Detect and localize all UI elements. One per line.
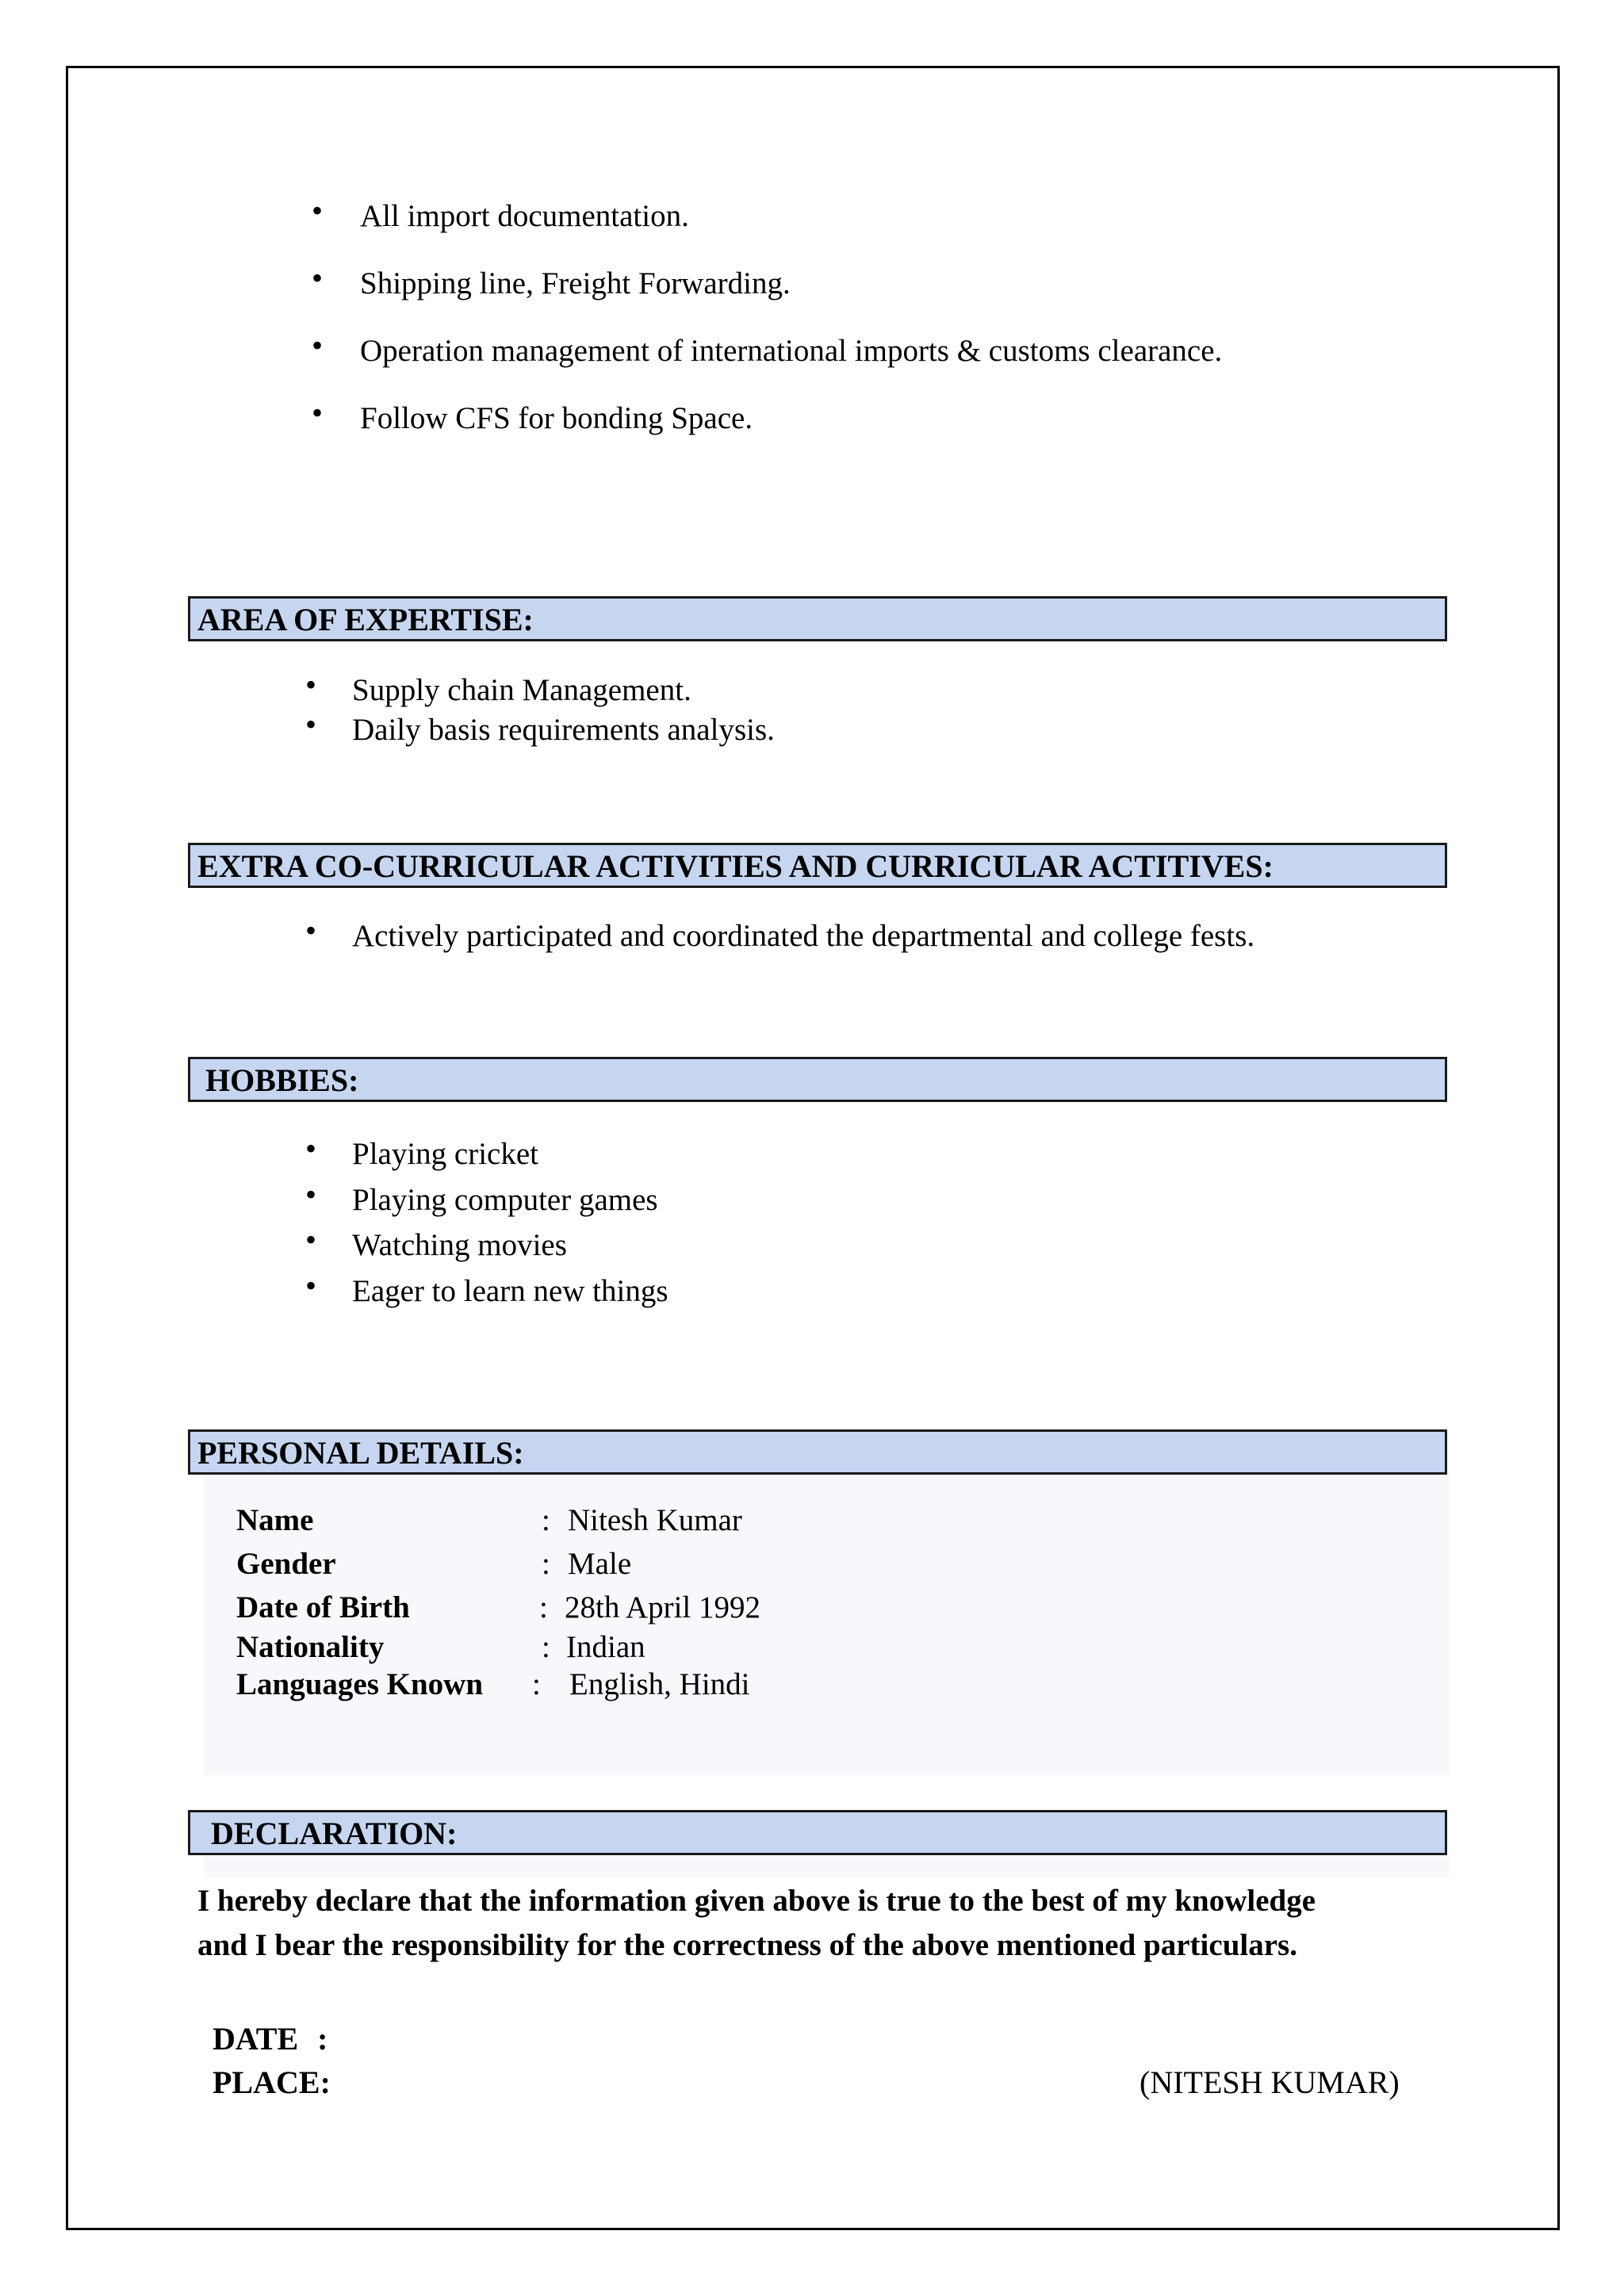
signatory-name: (NITESH KUMAR) [1139, 2064, 1400, 2100]
field-value: Indian [566, 1630, 645, 1664]
bullet-icon: • [312, 260, 324, 296]
section-title: DECLARATION: [211, 1816, 458, 1851]
section-header-activities [188, 843, 1447, 888]
bullet-icon: • [305, 1268, 317, 1303]
field-label: Nationality [236, 1630, 385, 1664]
section-header-expertise [188, 596, 1447, 641]
bullet-icon: • [312, 395, 324, 430]
declaration-line: I hereby declare that the information given above is true to the best of my knowledge [197, 1884, 1316, 1918]
bullet-icon: • [305, 1131, 317, 1166]
bullet-icon: • [305, 1222, 317, 1257]
section-header-declaration [188, 1810, 1447, 1855]
section-header-personal [188, 1429, 1447, 1475]
bullet-icon: • [305, 667, 317, 702]
field-value: Nitesh Kumar [568, 1503, 742, 1537]
date-label: DATE : [213, 2021, 328, 2057]
bullet-icon: • [305, 913, 317, 948]
declaration-text [197, 1879, 1434, 1968]
field-separator: : [542, 1630, 550, 1664]
bullet-icon: • [312, 327, 324, 363]
declaration-line: and I bear the responsibility for the correctness of the above mentioned particulars. [197, 1928, 1297, 1962]
bullet-icon: • [312, 193, 324, 228]
field-separator: : [539, 1590, 548, 1624]
bullet-icon: • [305, 1177, 317, 1212]
section-title: AREA OF EXPERTISE: [197, 602, 534, 637]
field-value: English, Hindi [569, 1667, 750, 1701]
section-title: PERSONAL DETAILS: [197, 1435, 524, 1471]
bullet-icon: • [305, 706, 317, 742]
field-separator: : [542, 1503, 550, 1537]
field-value: Male [568, 1547, 632, 1581]
field-value: 28th April 1992 [565, 1590, 761, 1624]
section-header-hobbies [188, 1057, 1447, 1102]
field-separator: : [532, 1667, 541, 1701]
section-title: EXTRA CO-CURRICULAR ACTIVITIES AND CURRICULAR ACTITIVES: [197, 848, 1274, 884]
field-label: Gender [236, 1547, 336, 1581]
background-shade-declaration [205, 1854, 1450, 1877]
field-label: Date of Birth [236, 1590, 410, 1624]
field-label: Languages Known [236, 1667, 484, 1701]
section-title: HOBBIES: [205, 1062, 359, 1098]
field-separator: : [542, 1547, 550, 1581]
field-label: Name [236, 1503, 314, 1537]
place-label: PLACE: [213, 2064, 331, 2100]
